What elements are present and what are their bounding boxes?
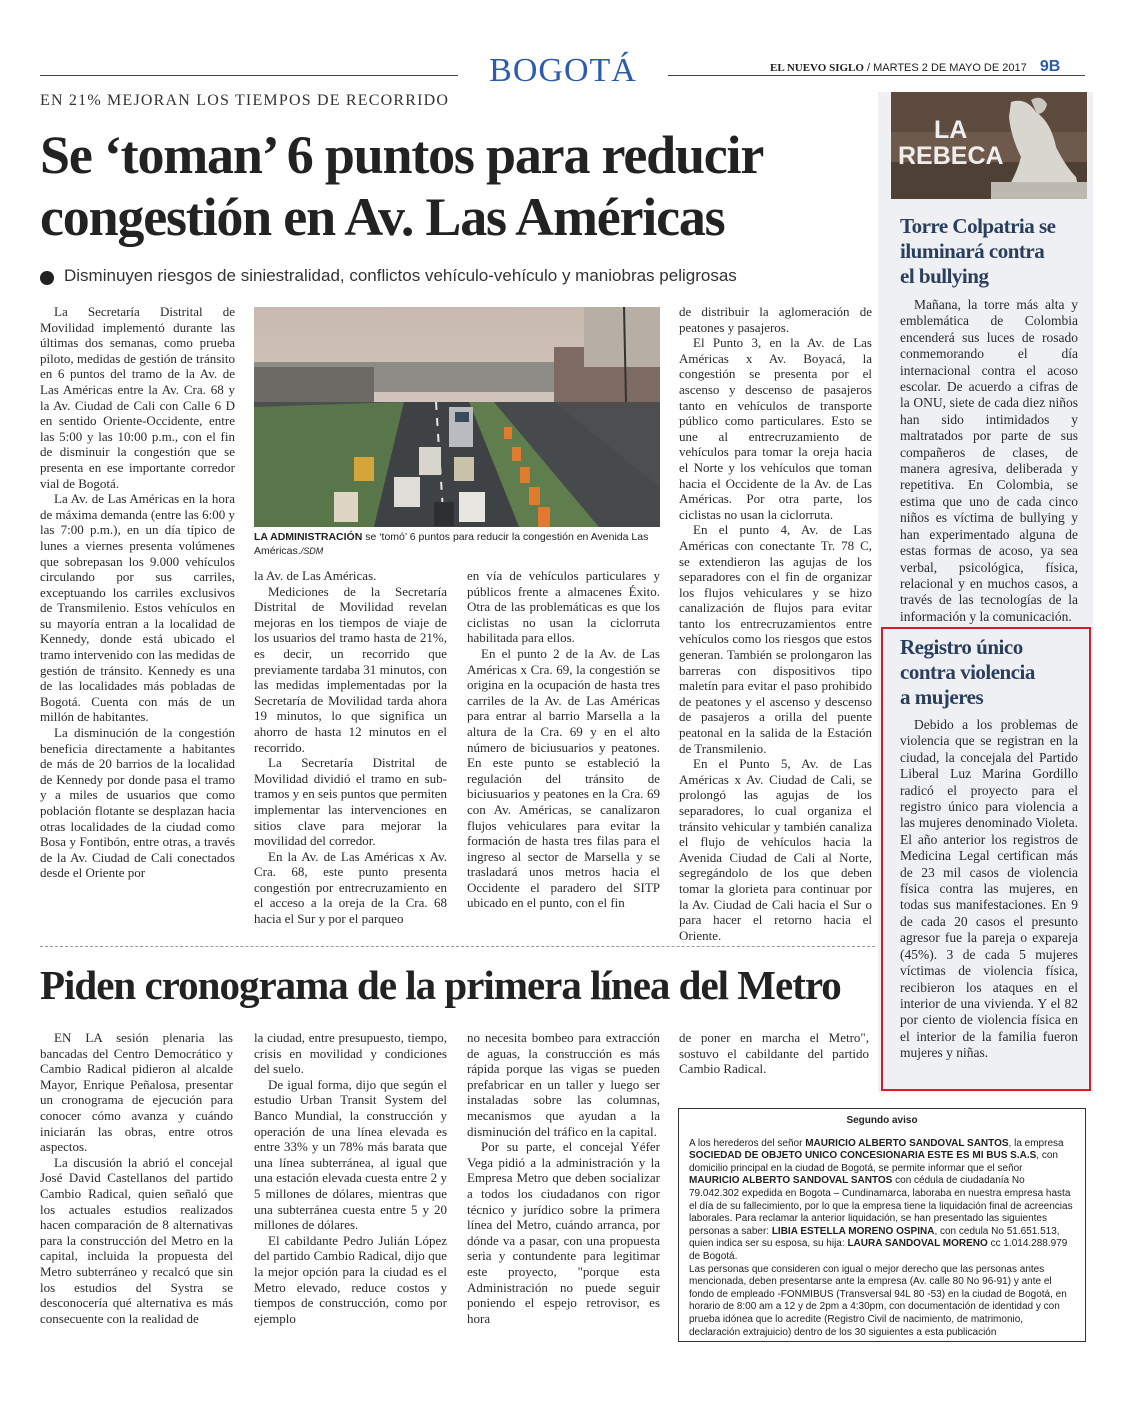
paragraph: El cabildante Pedro Julián López del partido Cambio Radical, dijo que la mejor opción para la ciudad es el Metro elevado, reduce costos y tiempos de construcción, como por ejemplo <box>254 1232 447 1326</box>
photo-caption-label: LA ADMINISTRACIÓN <box>254 531 363 543</box>
title-line: el bullying <box>900 264 989 288</box>
paragraph: no necesita bombeo para extracción de aguas, la construcción es más rápida porque las vigas se pueden prefabricar en un taller y luego ser instaladas sobre las columnas, mecanismos que ayudan a la disminución del tráfico en la capital. <box>467 1030 660 1139</box>
main-headline <box>40 124 870 248</box>
paragraph: de distribuir la aglomeración de peatones y pasajeros. <box>679 304 872 335</box>
sidebar-photo-label-line1: LA <box>934 116 968 144</box>
paragraph: EN LA sesión plenaria las bancadas del Centro Democrático y Cambio Radical pidieron al alcalde Mayor, Enrique Peñalosa, presentar un cronograma de ejecución para conocer cómo avanza y cuándo iniciarán las obras, entre otros aspectos. <box>40 1030 233 1155</box>
metro-col4 <box>679 1030 869 1077</box>
sidebar-story-title <box>900 635 1078 710</box>
notice-name: LIBIA ESTELLA MORENO OSPINA <box>771 1225 935 1237</box>
sidebar-story-body <box>900 297 1078 625</box>
notice-name: LAURA SANDOVAL MORENO <box>847 1238 988 1250</box>
paragraph: La discusión la abrió el concejal José David Castellanos del partido Cambio Radical, quien señaló que los actuales estudios realizados hacen comparación de 8 alternativas para la construcción del Metro en la capital, incluida la propuesta del Metro subterráneo y recalcó que sin los estudios del Systra se desconocería qué alternativa es más consecuente con la realidad de <box>40 1154 233 1326</box>
masthead-paper: EL NUEVO SIGLO <box>770 62 864 74</box>
main-article-col1 <box>40 304 235 881</box>
masthead <box>770 58 1085 76</box>
main-headline-line1: Se ‘toman’ 6 puntos para reducir <box>40 125 764 185</box>
main-subhead: Disminuyen riesgos de siniestralidad, conflictos vehículo-vehículo y maniobras peligrosas <box>64 266 737 285</box>
main-headline-line2: congestión en Av. Las Américas <box>40 187 725 247</box>
notice-text: , con domicilio principal en la ciudad de Bogotá, se permite informar que el señor <box>689 1150 1058 1174</box>
sidebar-story-bullying <box>900 214 1078 625</box>
traffic-photo <box>254 307 660 527</box>
paragraph: de poner en marcha el Metro", sostuvo el cabildante del partido Cambio Radical. <box>679 1030 869 1077</box>
title-line: Registro único <box>900 635 1023 659</box>
paragraph: La Secretaría Distrital de Movilidad dividió el tramo en sub-tramos y en seis puntos que permiten implementar las intervenciones en sitios clave para mejorar la movilidad del corredor. <box>254 755 447 849</box>
paragraph: El Punto 3, en la Av. de Las Américas x Av. Boyacá, la congestión se presenta por el ascenso y descenso de pasajeros tanto en vehículos de transporte público como particulares. Esto se une al entrecruzamiento de vehículos para tomar la oreja hacia el Norte y los vehículos que toman hacia el Occidente de la Av. de Las Américas. Por otra parte, los ciclistas no usan la ciclorruta. <box>679 335 872 522</box>
sidebar-story-body <box>900 717 1078 1062</box>
sidebar-photo-label <box>898 117 1004 169</box>
legal-notice <box>678 1108 1086 1342</box>
paragraph: De igual forma, dijo que según el estudio Urban Transit System del Banco Mundial, la construcción y operación de una línea elevada es entre 33% y un 78% más barata que una línea subterránea, al igual que una estación elevada cuesta entre 2 y 5 millones de dólares, mientras que una subterránea cuesta entre 5 y 20 millones de dólares. <box>254 1076 447 1233</box>
notice-text: , con cedula No 51.651.513, quien indica ser su esposa, su hija: <box>689 1225 1060 1250</box>
kicker: EN 21% MEJORAN LOS TIEMPOS DE RECORRIDO <box>40 92 450 109</box>
title-line: contra violencia <box>900 660 1035 684</box>
paragraph: Por su parte, el concejal Yéfer Vega pidió a la administración y la Empresa Metro que deben socializar a todos los ciudadanos con rigor técnico y jurídico sobre la primera línea del Metro, cuándo arranca, por dónde va a pasar, con una propuesta seria y contundente para legitimar este proyecto, "porque esta Administración no puede seguir poniendo el espejo retrovisor, es hora <box>467 1139 660 1326</box>
photo-caption-text: se ‘tomó’ 6 puntos para reducir la congestión en Avenida Las Américas. <box>254 531 649 557</box>
section-label: BOGOTÁ <box>458 52 668 90</box>
masthead-date: / MARTES 2 DE MAYO DE 2017 <box>866 62 1027 74</box>
sidebar-story-title <box>900 214 1078 289</box>
photo-caption <box>254 531 660 558</box>
main-article-col4 <box>679 304 872 943</box>
paragraph: la Av. de Las Américas. <box>254 568 377 583</box>
title-line: Torre Colpatria se <box>900 214 1056 238</box>
notice-name: MAURICIO ALBERTO SANDOVAL SANTOS <box>805 1137 1009 1149</box>
notice-title: Segundo aviso <box>846 1115 918 1126</box>
paragraph: Mediciones de la Secretaría Distrital de Movilidad revelan mejoras en los tiempos de viaje de los usuarios del tramo hasta de 21%, es decir, un recorrido que previamente tardaba 31 minutos, con las medidas implementadas por la Secretaría de Movilidad tarda ahora 19 minutos, lo que significa un ahorro de hasta 12 minutos en el recorrido. <box>254 583 447 755</box>
paragraph: Debido a los problemas de violencia que se registran en la ciudad, la concejala del Partido Liberal Luz Marina Gordillo radicó el proyecto para el registro único para violencia a las mujeres denominado Violeta. El año anterior los registros de Medicina Legal certifican más de 23 mil casos de violencia física contra las mujeres, en todas sus manifestaciones. En 9 de cada 20 casos el presunto agresor fue la pareja o expareja (45%). 3 de cada 5 mujeres víctimas de violencia física, recibieron los ataques en el interior de una vivienda. Y el 82 por ciento de violencia física en el interior de la familia fueron mujeres y niñas. <box>900 717 1078 1061</box>
main-article-col2 <box>254 568 447 927</box>
metro-col1 <box>40 1030 233 1326</box>
paragraph: En el punto 2 de la Av. de Las Américas x Cra. 69, la congestión se origina en la ocupación de hasta tres carriles de la Av. de Las Américas para entrar al barrio Marsella a la altura de la Cra. 69 y en el alto número de biciusuarios y peatones. En este punto se estableció la regulación del tránsito de biciusuarios y peatones en la Cra. 69 con Av. Américas, se canalizaron flujos vehiculares para evitar la formación de hasta tres filas para el ingreso al sector de Marsella y se trasladará unos metros hacia el Occidente el paradero del SITP ubicado en el punto, con el fin <box>467 645 660 911</box>
paragraph: En el punto 4, Av. de Las Américas con conectante Tr. 78 C, se extendieron las agujas de los separadores con el fin de organizar los flujos vehiculares y se hizo canalización de flujos para evitar tanto los entrecruzamientos entre vehículos como los riesgos que estos generan. También se prolongaron las barreras con dispositivos tipo maletín para evitar el paso prohibido de peatones y el ascenso y descenso de pasajeros a orilla del puente peatonal en la salida de la Estación de Transmilenio. <box>679 522 872 756</box>
photo-credit: /SDM <box>300 545 324 556</box>
notice-paragraph <box>689 1138 1075 1264</box>
paragraph: La Secretaría Distrital de Movilidad implementó durante las últimas dos semanas, como prueba piloto, medidas de gestión de tránsito en 6 puntos del tramo de la Av. de Las Américas entre la Av. Cra. 68 y la Av. Ciudad de Cali con Calle 6 D en sentido Oriente-Occidente, entre las 5:00 y las 10:00 p.m., con el fin de disminuir la congestión que se presenta en ese importante corredor vial de Bogotá. <box>40 304 235 491</box>
bullet-icon <box>40 271 54 285</box>
paragraph: La Av. de Las Américas en la hora de máxima demanda (entre las 6:00 y las 7:00 p.m.), en un día típico de lunes a viernes presenta volúmenes que sobrepasan los 9.000 vehículos circulando por sus carriles, exceptuando los carriles exclusivos de Transmilenio. Estos vehículos en su mayoría entran a la localidad de Kennedy, donde está ubicado el tramo intervenido con las medidas de gestión de tránsito. Kennedy es una de las localidades más pobladas de Bogotá. Cuenta con más de un millón de habitantes. <box>40 491 235 725</box>
notice-text: cc 1.014.288.979 de Bogotá. <box>689 1238 1068 1262</box>
sidebar-story-violence <box>900 635 1078 1062</box>
sidebar-photo-label-line2: REBECA <box>898 142 1004 170</box>
metro-col3 <box>467 1030 660 1326</box>
paragraph: En el Punto 5, Av. de Las Américas x Av. Ciudad de Cali, se prolongó las agujas de los separadores, lo cual organiza el tránsito vehicular y también canaliza el flujo de vehículos hacia la Avenida Ciudad de Cali al Norte, segregándolo de los que deben tomar la glorieta para continuar por la Av. Ciudad de Cali hacia el Sur o para hacer el retorno hacia el Oriente. <box>679 756 872 943</box>
notice-name: MAURICIO ALBERTO SANDOVAL SANTOS <box>689 1175 893 1187</box>
title-line: a mujeres <box>900 685 984 709</box>
article-divider <box>40 946 875 947</box>
notice-text: , la empresa <box>1008 1137 1064 1149</box>
metro-col2 <box>254 1030 447 1326</box>
notice-text: A los herederos del señor <box>689 1137 806 1149</box>
paragraph: Mañana, la torre más alta y emblemática de Colombia encenderá sus luces de rosado conmemorando el día internacional contra el acoso escolar. De acuerdo a cifras de la ONU, siete de cada diez niños han sido intimidados y maltratados por parte de sus compañeros de clases, de manera agresiva, deliberada y repetitiva. En Colombia, se estima que uno de cada cinco niños es víctima de bullying y han experimentado alguna de estas formas de acoso, ya sea verbal, psicológica, física, relacional y en muchos casos, a través de las tecnologías de la información y la comunicación. <box>900 297 1078 624</box>
notice-company: SOCIEDAD DE OBJETO UNICO CONCESIONARIA ESTE ES MI BUS S.A.S <box>689 1150 1037 1162</box>
main-article-col3 <box>467 568 660 911</box>
paragraph: La disminución de la congestión beneficia directamente a habitantes de más de 20 barrios de la localidad de Kennedy por donde pasa el tramo y a miles de usuarios que como población flotante se desplazan hacia otras localidades de la ciudad como Bosa y Fontibón, entre otras, a través de la Av. Ciudad de Cali conectados desde el Oriente por <box>40 725 235 881</box>
notice-text: con cédula de ciudadanía No 79.042.302 expedida en Bogota – Cundinamarca, laboraba en nuestra empresa hasta el día de su fallecimiento, por lo que la empresa tiene la liquidación final de acreencias laborales. Para reclamar la anterior liquidación, se han presentado las siguientes personas a saber: <box>689 1175 1073 1237</box>
notice-paragraph: Las personas que consideren con igual o mejor derecho que las personas antes mencionada, deben presentarse ante la empresa (Av. calle 80 No 96-91) y ante el fondo de empleado -FONMIBUS (Transversal 94L 80 -53) en la ciudad de Bogotá, en horario de 8:00 am a 12 y de 2pm a 4:30pm, con documentación de identidad y con prueba idónea que lo acredite (Registro Civil de nacimiento, de matrimonio, declaración extrajuicio) dentro de los 30 siguientes a esta publicación <box>689 1263 1067 1338</box>
paragraph: En la Av. de Las Américas x Av. Cra. 68, este punto presenta congestión por entrecruzamiento en el acceso a la oreja de la Cra. 68 hacia el Sur y por el parqueo <box>254 848 447 927</box>
metro-headline: Piden cronograma de la primera línea del Metro <box>40 962 841 1008</box>
paragraph: en vía de vehículos particulares y públicos frente a almacenes Éxito. Otra de las problemáticas es que los ciclistas no usan la ciclorruta habilitada para ellos. <box>467 568 660 646</box>
paragraph: la ciudad, entre presupuesto, tiempo, crisis en movilidad y condiciones del suelo. <box>254 1030 447 1077</box>
page-number: 9B <box>1039 58 1061 75</box>
title-line: iluminará contra <box>900 239 1045 263</box>
